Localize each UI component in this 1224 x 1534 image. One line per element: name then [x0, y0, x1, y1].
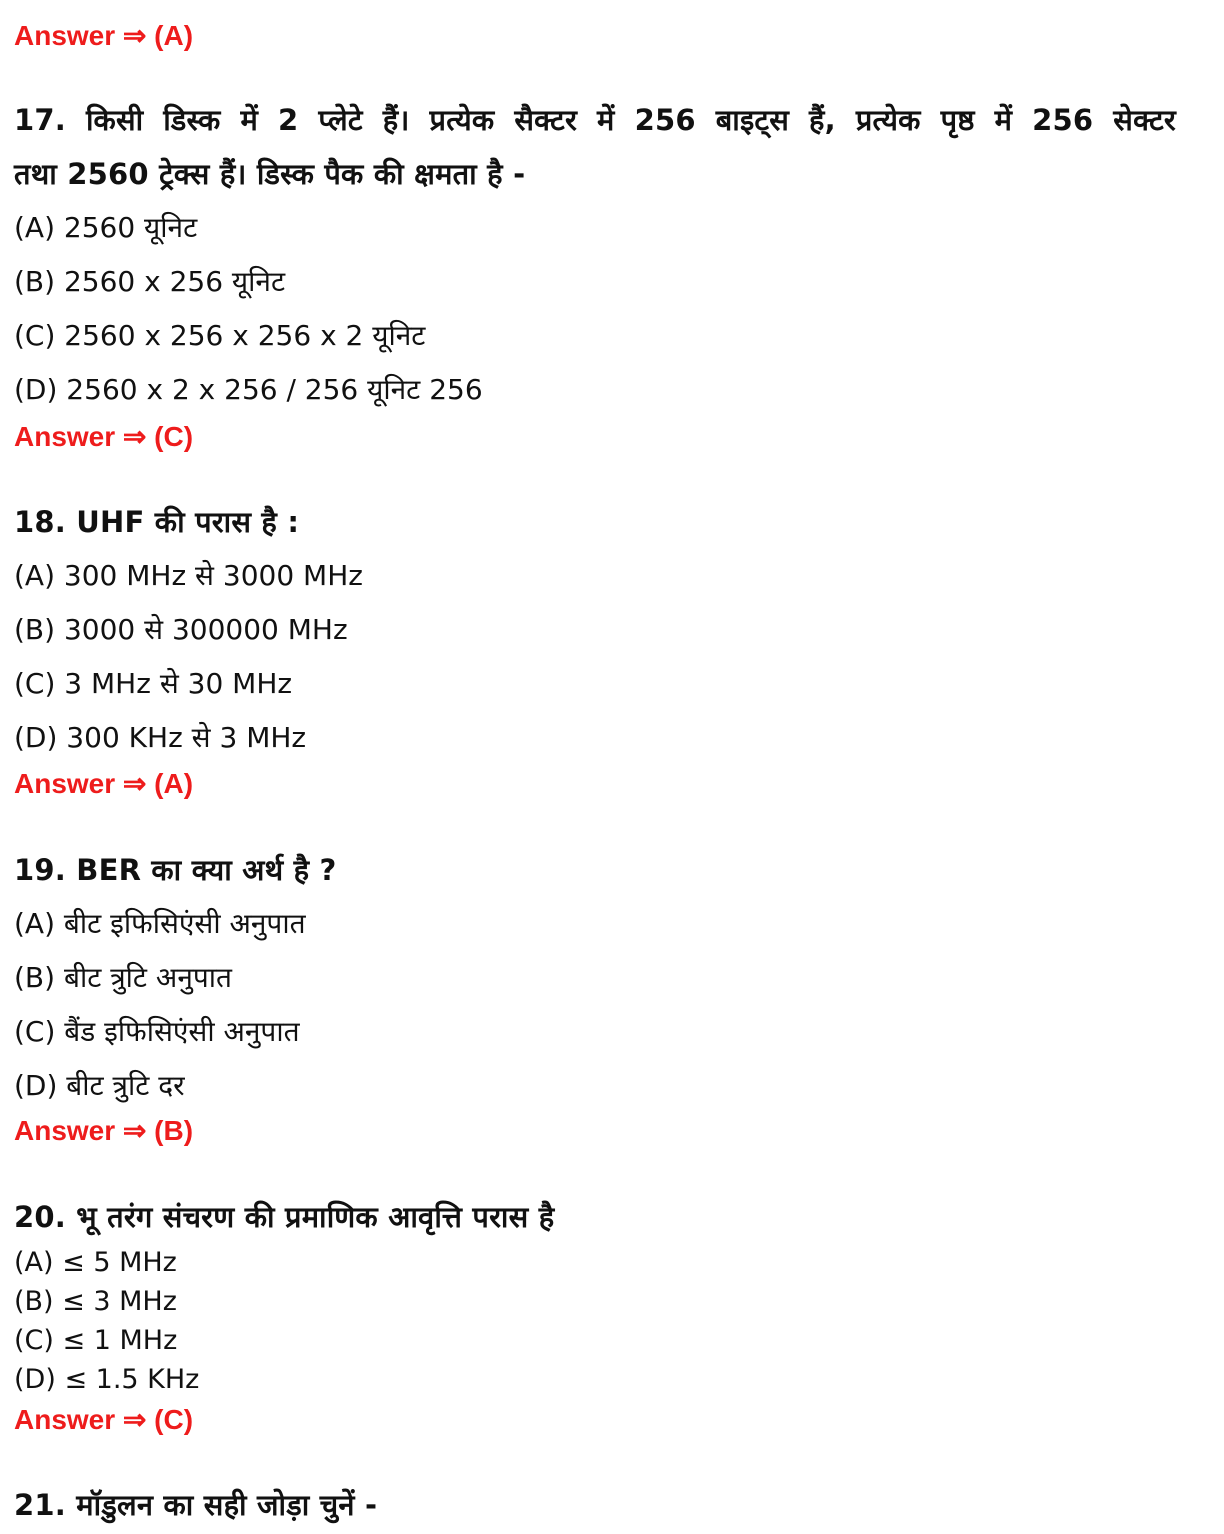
question-19-option-d: (D) बीट त्रुटि दर	[14, 1069, 185, 1102]
question-18-option-d: (D) 300 KHz से 3 MHz	[14, 721, 307, 754]
question-17-line-2: तथा 2560 ट्रेक्स हैं। डिस्क पैक की क्षमता है -	[14, 157, 526, 191]
question-19-option-b: (B) बीट त्रुटि अनुपात	[14, 961, 232, 994]
question-18-option-c: (C) 3 MHz से 30 MHz	[14, 667, 293, 700]
question-20-line-1: 20. भू तरंग संचरण की प्रमाणिक आवृत्ति परास है	[14, 1200, 555, 1234]
question-19-option-c: (C) बैंड इफिसिएंसी अनुपात	[14, 1015, 300, 1048]
question-20-option-b: (B) ≤ 3 MHz	[14, 1286, 177, 1317]
question-17-option-a: (A) 2560 यूनिट	[14, 211, 198, 244]
answer-16: Answer ⇒ (A)	[14, 20, 194, 51]
question-18-line-1: 18. UHF की परास है :	[14, 505, 300, 539]
question-20-option-d: (D) ≤ 1.5 KHz	[14, 1364, 200, 1395]
question-20-option-a: (A) ≤ 5 MHz	[14, 1247, 177, 1278]
answer-17: Answer ⇒ (C)	[14, 421, 194, 452]
question-17-option-c: (C) 2560 x 256 x 256 x 2 यूनिट	[14, 319, 426, 352]
question-19-option-a: (A) बीट इफिसिएंसी अनुपात	[14, 907, 306, 940]
question-17-option-d: (D) 2560 x 2 x 256 / 256 यूनिट 256	[14, 373, 483, 406]
question-17-option-b: (B) 2560 x 256 यूनिट	[14, 265, 286, 298]
question-18-option-a: (A) 300 MHz से 3000 MHz	[14, 559, 363, 592]
question-21-line-1: 21. मॉडुलन का सही जोड़ा चुनें -	[14, 1488, 378, 1522]
answer-18: Answer ⇒ (A)	[14, 768, 194, 799]
question-19-line-1: 19. BER का क्या अर्थ है ?	[14, 853, 337, 887]
question-18-option-b: (B) 3000 से 300000 MHz	[14, 613, 348, 646]
question-20-option-c: (C) ≤ 1 MHz	[14, 1325, 178, 1356]
question-17-line-1: 17. किसी डिस्क में 2 प्लेटे हैं। प्रत्येक सैक्टर में 256 बाइट्स हैं, प्रत्येक पृष्ठ में 256 सेक्टर	[14, 103, 1176, 137]
answer-19: Answer ⇒ (B)	[14, 1115, 194, 1146]
answer-20: Answer ⇒ (C)	[14, 1404, 194, 1435]
